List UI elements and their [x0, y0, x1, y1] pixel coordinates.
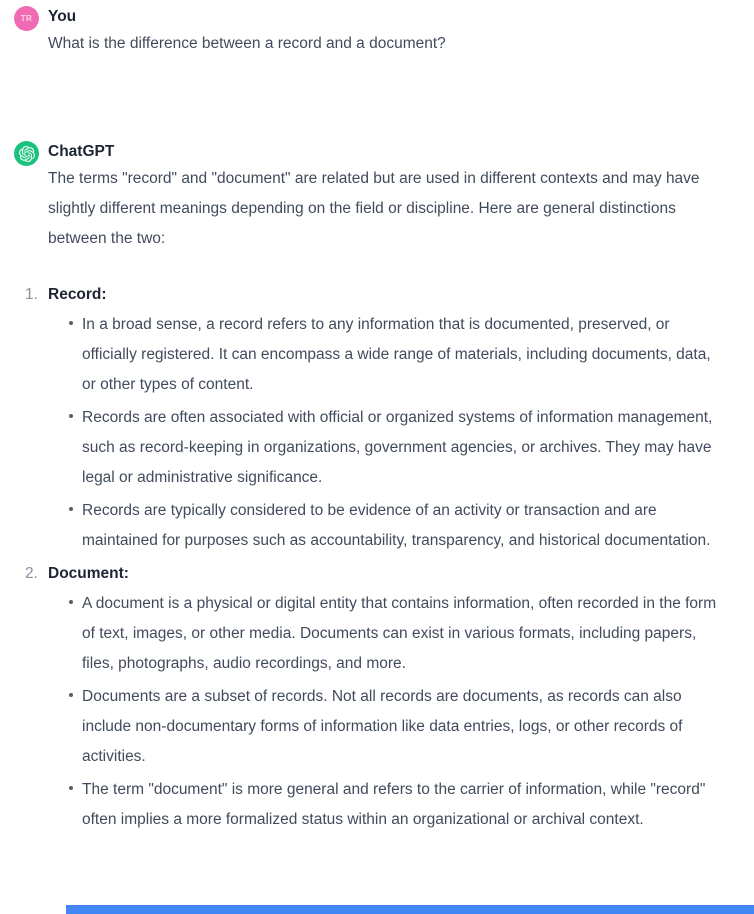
record-points [48, 310, 726, 556]
list-item-document [25, 559, 726, 835]
user-message [14, 5, 754, 59]
bullet-point: The term "document" is more general and refers to the carrier of information, while "record" often implies a more formalized status within an organizational or archival context. [82, 775, 726, 835]
list-number: 1. [25, 286, 38, 303]
term-document: Document: [48, 565, 129, 582]
user-message-body [48, 5, 726, 59]
bullet-point: Records are typically considered to be evidence of an activity or transaction and are maintained for purposes such as accountability, transparency, and historical documentation. [82, 496, 726, 556]
assistant-sender-name: ChatGPT [48, 143, 115, 160]
user-avatar [14, 6, 39, 31]
bottom-blue-bar [66, 905, 754, 914]
assistant-message-text [25, 164, 726, 835]
list-number: 2. [25, 565, 38, 582]
bullet-point: A document is a physical or digital entity that contains information, often recorded in the form of text, images, or other media. Documents can exist in various formats, including papers, files, photographs, audio recordings, and more. [82, 589, 726, 679]
bullet-point: Documents are a subset of records. Not all records are documents, as records can also include non-documentary forms of information like data entries, logs, or other records of activities. [82, 682, 726, 772]
assistant-intro-paragraph: The terms "record" and "document" are related but are used in different contexts and may have slightly different meanings depending on the field or discipline. Here are general distinctions between the two: [48, 170, 700, 247]
term-record: Record: [48, 286, 107, 303]
user-sender-name: You [48, 8, 77, 25]
bullet-point: In a broad sense, a record refers to any information that is documented, preserved, or officially registered. It can encompass a wide range of materials, including documents, data, or other types of content. [82, 310, 726, 400]
document-points [48, 589, 726, 835]
openai-logo-icon [19, 146, 35, 162]
assistant-message-body [25, 140, 726, 838]
assistant-avatar [14, 141, 39, 166]
user-avatar-initials: TR [20, 14, 33, 23]
list-item-record [25, 280, 726, 556]
assistant-message [14, 140, 754, 838]
user-message-text: What is the difference between a record and a document? [48, 35, 446, 52]
bullet-point: Records are often associated with official or organized systems of information management, such as record-keeping in organizations, government agencies, or archives. They may have legal or administrative significance. [82, 403, 726, 493]
definitions-list [25, 280, 726, 835]
